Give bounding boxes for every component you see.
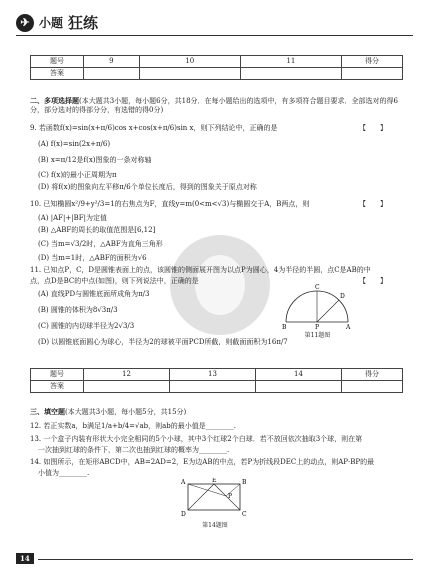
answer-cell[interactable] [84, 381, 170, 393]
q10-option-b: (B) △ABF的周长的取值范围是[6,12] [38, 226, 156, 234]
q9-option-c: (C) f(x)的最小正周期为π [38, 171, 117, 179]
q9-option-a: (A) f(x)=sin(2x+π/6) [38, 140, 111, 148]
q9-bracket[interactable]: 【 】 [359, 124, 387, 132]
question-11-line1: 11. 已知点P，C，D是圆锥表面上的点，该圆锥的侧面展开图为以点P为圆心，4为半径的半圆，点C是AB的中 [30, 266, 371, 274]
label-C: C [315, 284, 320, 291]
table-cell: 题号 [31, 369, 84, 381]
section-desc: (本大题共3小题，每小题6分，共18分．在每小题给出的选项中，有多项符合题目要求．全部选对的得6分，部分选对的得部分分，有选错的得0分) [30, 97, 398, 115]
table-cell: 13 [170, 369, 256, 381]
question-11-line2: 点，点D是BC的中点(如图)，则下列说法中，正确的是 [30, 277, 199, 285]
question-14-line2: 小值为________. [38, 469, 90, 477]
page-footer [16, 553, 413, 565]
brand-logo-icon: ✈ [16, 14, 34, 32]
q10-bracket[interactable]: 【 】 [359, 200, 387, 208]
table-cell: 题号 [31, 56, 84, 68]
label-P: P [315, 324, 320, 330]
table-cell: 得分 [342, 56, 403, 68]
label-B: B [282, 324, 287, 330]
section-title: 三、填空题 [30, 407, 65, 416]
page-header [16, 12, 98, 34]
label-B: B [242, 479, 247, 486]
section-title: 二、多项选择题 [30, 96, 79, 105]
label-D: D [340, 293, 345, 300]
answer-cell[interactable] [240, 68, 341, 80]
answer-table-2 [30, 368, 403, 393]
section-3-heading [30, 407, 405, 417]
brand-small: 小题 [39, 15, 64, 30]
q11-option-d: (D) 以圆锥底面圆心为球心，半径为2的球被平面PCD所截，则截面面积为16π/7 [38, 338, 288, 346]
pd-line [317, 300, 339, 322]
question-12: 12. 若正实数a，b满足1/a+b/4=√ab，则ab的最小值是________. [30, 422, 237, 430]
q10-option-d: (D) 当m=1时，△ABF的面积为√6 [38, 254, 147, 262]
q11-option-c: (C) 圆锥的内切球半径为2√3/3 [38, 322, 135, 330]
q10-option-a: (A) |AF|+|BF|为定值 [38, 214, 107, 222]
rectangle-abcd [188, 484, 240, 510]
header-divider [16, 35, 413, 36]
q9-option-d: (D) 将f(x)的图象向左平移π/6个单位长度后，得到的图象关于原点对称 [38, 183, 257, 191]
question-9 [30, 124, 405, 133]
label-A: A [181, 479, 186, 486]
footer-divider [38, 559, 413, 560]
table-cell: 答案 [31, 68, 84, 80]
q11-option-b: (B) 圆锥的体积为8√3π/3 [38, 306, 118, 314]
q9-option-b: (B) x=π/12是f(x)图象的一条对称轴 [38, 156, 152, 164]
table-cell: 14 [256, 369, 342, 381]
label-A: A [346, 324, 351, 330]
section-2-heading [30, 96, 405, 116]
score-cell[interactable] [342, 381, 403, 393]
section-desc: (本大题共3小题，每小题5分，共15分) [65, 408, 187, 416]
label-C: C [242, 511, 247, 518]
table-cell: 9 [84, 56, 140, 68]
q14-figure-caption: 第14题图 [202, 522, 228, 529]
question-14-line1: 14. 如图所示，在矩形ABCD中，AB=2AD=2，E为边AB的中点，若P为折线段DEC上的动点，则AP·BP的最 [30, 458, 375, 466]
answer-table-1 [30, 55, 403, 80]
q11-bracket[interactable]: 【 】 [359, 277, 387, 285]
label-P: P [228, 493, 233, 500]
q10-stem: 10. 已知椭圆x²/9+y²/3=1的右焦点为F，直线y=m(0<m<√3)与椭圆交于A，B两点，则 [30, 200, 310, 208]
label-D: D [181, 511, 186, 518]
q9-stem: 9. 若函数f(x)=sin(x+π/6)cos x+cos(x+π/6)sin x，则下列结论中，正确的是 [30, 124, 278, 132]
table-cell: 11 [240, 56, 341, 68]
answer-cell[interactable] [139, 68, 240, 80]
table-cell: 得分 [342, 369, 403, 381]
q11-figure-caption: 第11题图 [304, 332, 331, 339]
page-number: 14 [16, 553, 34, 564]
ec-line [214, 484, 240, 510]
brand-big: 狂练 [68, 13, 99, 32]
question-13-line1: 13. 一个盒子内装有形状大小完全相同的5个小球，其中3个红球2个白球．若不放回依次抽取3个球，则在第 [30, 435, 363, 443]
question-13-line2: 一次抽到红球的条件下，第二次也抽到红球的概率为________. [38, 446, 230, 454]
label-E: E [212, 478, 217, 484]
q11-option-a: (A) 直线PD与圆锥底面所成角为π/3 [38, 290, 150, 298]
table-cell: 10 [139, 56, 240, 68]
table-cell: 12 [84, 369, 170, 381]
q14-figure [178, 478, 248, 520]
q10-option-c: (C) 当m=√3/2时，△ABF为直角三角形 [38, 240, 163, 248]
answer-cell[interactable] [84, 68, 140, 80]
answer-cell[interactable] [170, 381, 256, 393]
table-cell: 答案 [31, 381, 84, 393]
score-cell[interactable] [342, 68, 403, 80]
question-10 [30, 200, 405, 209]
q11-figure [280, 282, 355, 330]
answer-cell[interactable] [256, 381, 342, 393]
